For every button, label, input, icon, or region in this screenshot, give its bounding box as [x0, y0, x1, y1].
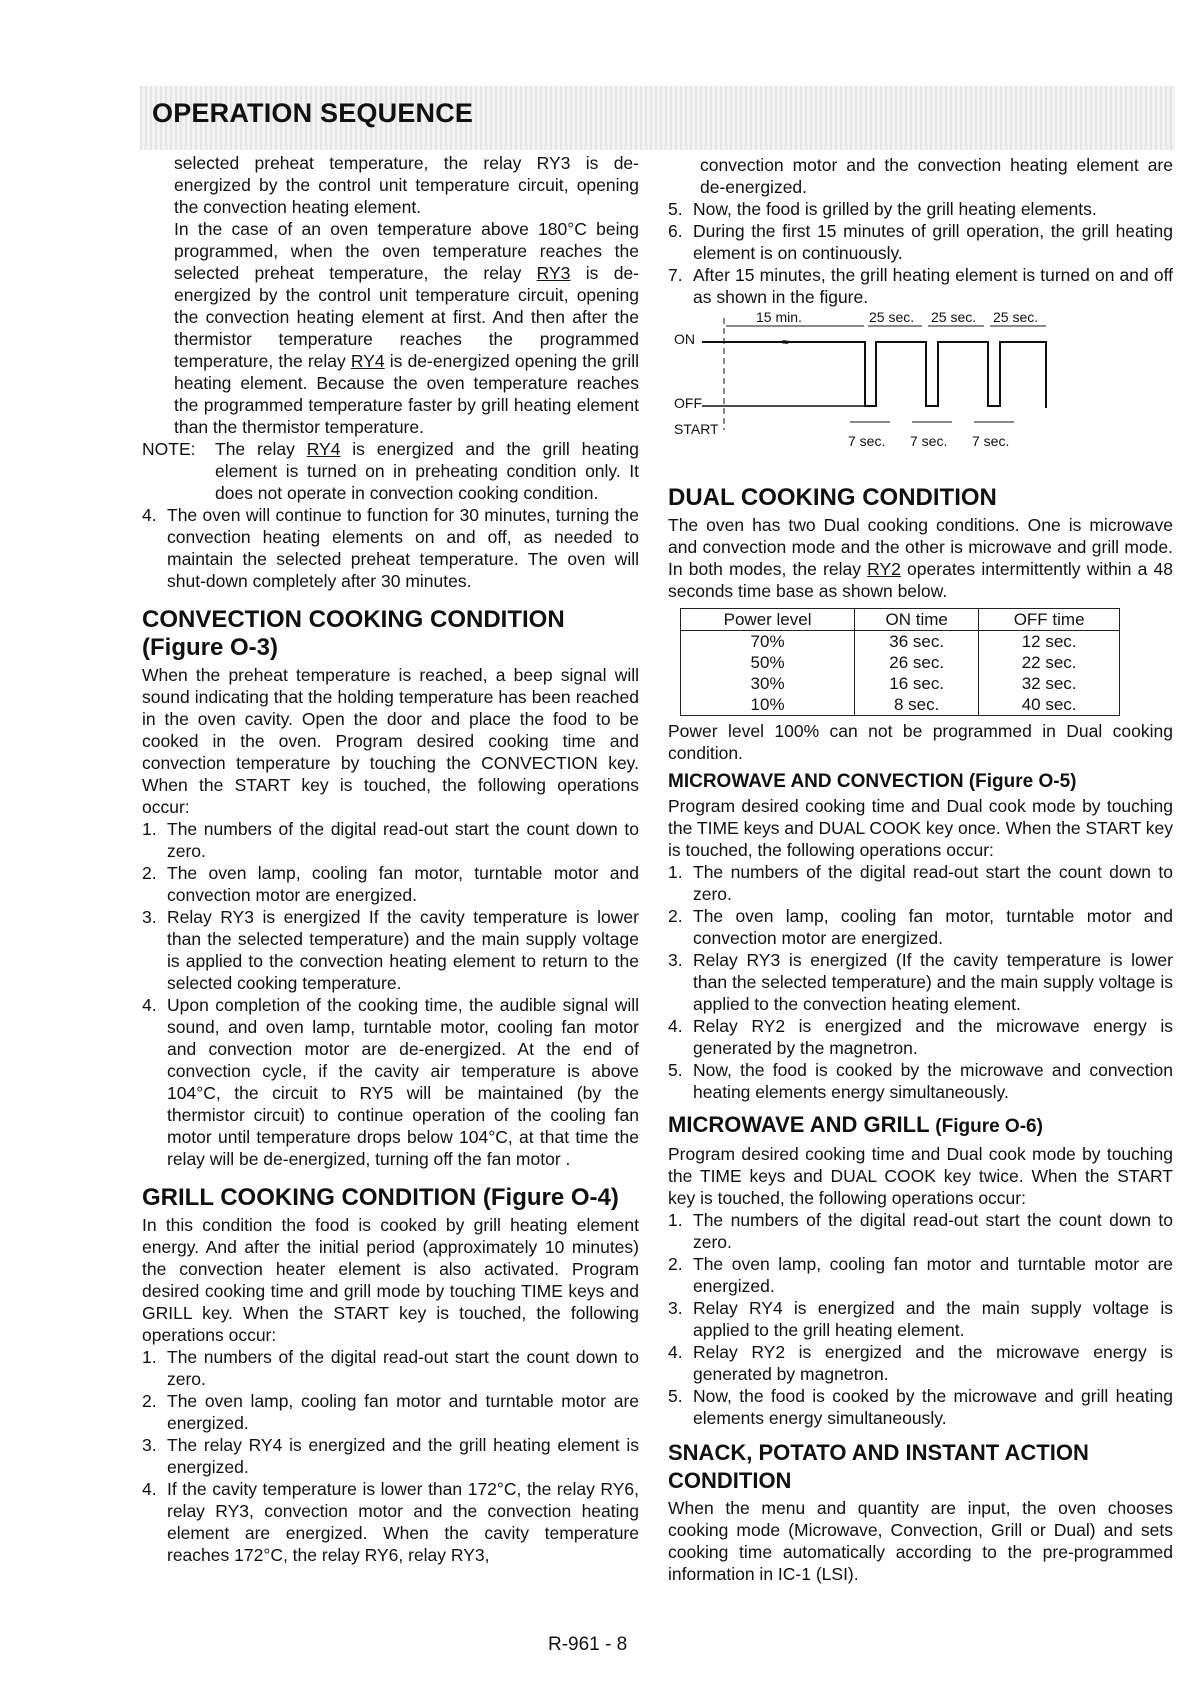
break-mark: ≈ — [782, 335, 789, 349]
table-row: 10% 8 sec. 40 sec. — [681, 694, 1120, 716]
paragraph: In this condition the food is cooked by grill heating element energy. And after the initial period (approximately 10 minutes) the convection heater element is also activated. Program desired cooking time and grill mode by touching TIME keys and GRILL key. When the START key is touched, the following operations occur: — [142, 1215, 639, 1345]
label-25sec: 25 sec. — [993, 310, 1039, 325]
paragraph: When the preheat temperature is reached, a beep signal will sound indicating that the holding temperature has been reached in the oven cavity. Open the door and place the food to be cooked in the oven. Program desired cooking time and convection temperature by touching the CONVECTION key. When the START key is touched, the following operations occur: — [142, 665, 639, 817]
list-item: 2. The oven lamp, cooling fan motor, turntable motor and convection motor are energized. — [142, 863, 639, 905]
label-7sec: 7 sec. — [910, 433, 948, 449]
label-start: START — [674, 421, 719, 437]
table-header-row — [681, 609, 1120, 631]
list-item: 4. Relay RY2 is energized and the microwave energy is generated by magnetron. — [668, 1342, 1173, 1384]
paragraph: In the case of an oven temperature above 180°C being programmed, when the oven temperature reaches the selected preheat temperature, the relay RY3 is de-energized by the control unit temperature circuit, opening the convection heating element at first. And then after the thermistor temperature reaches the programmed temperature, the relay RY4 is de-energized opening the grill heating element. Because the oven temperature reaches the programmed temperature faster by grill heating element than the thermistor temperature. — [174, 219, 639, 437]
paragraph: Power level 100% can not be programmed in Dual cooking condition. — [668, 721, 1173, 763]
list-item: 4. Upon completion of the cooking time, the audible signal will sound, and oven lamp, turntable motor, cooling fan motor and convection motor are de-energized. At the end of convection cycle, if the cavity air temperature is above 104°C, the circuit to RY5 will be maintained (by the thermistor circuit) to continue operation of the cooling fan motor until temperature drops below 104°C, at that time the relay will be de-energized, turning off the fan motor . — [142, 995, 639, 1169]
section-heading-mw-conv: MICROWAVE AND CONVECTION (Figure O-5) — [668, 771, 1077, 792]
list-item: 3. Relay RY4 is energized and the main supply voltage is applied to the grill heating element. — [668, 1298, 1173, 1340]
list-item: 5. Now, the food is cooked by the microwave and convection heating elements energy simultaneously. — [668, 1060, 1173, 1102]
list-item: 6. During the first 15 minutes of grill operation, the grill heating element is on continuously. — [668, 221, 1173, 263]
label-off: OFF — [674, 395, 702, 411]
list-item: 2. The oven lamp, cooling fan motor and turntable motor are energized. — [142, 1391, 639, 1433]
list-item: 3. Relay RY3 is energized If the cavity temperature is lower than the selected temperature) and the main supply voltage is applied to the convection heating element to return to the selected cooking temperature. — [142, 907, 639, 993]
paragraph: When the menu and quantity are input, the oven chooses cooking mode (Microwave, Convection, Grill or Dual) and sets cooking time automatically according to the pre-programmed information in IC-1 (LSI). — [668, 1498, 1173, 1584]
table-header: Power level — [681, 609, 855, 631]
list-item: 5. Now, the food is grilled by the grill heating elements. — [668, 199, 1097, 219]
list-item: 2. The oven lamp, cooling fan motor and turntable motor are energized. — [668, 1254, 1173, 1296]
page-title: OPERATION SEQUENCE — [152, 98, 474, 128]
paragraph: Program desired cooking time and Dual cook mode by touching the TIME keys and DUAL COOK key twice. When the START key is touched, the following operations occur: — [668, 1144, 1173, 1208]
left-column — [142, 152, 639, 1566]
list-item: 7. After 15 minutes, the grill heating element is turned on and off as shown in the figure. — [668, 265, 1173, 307]
table-header: OFF time — [979, 609, 1120, 631]
list-item: 1. The numbers of the digital read-out start the count down to zero. — [142, 819, 639, 861]
section-heading-convection: CONVECTION COOKING CONDITION (Figure O-3) — [142, 606, 565, 661]
table-row: 70% 36 sec. 12 sec. — [681, 631, 1120, 653]
page-footer: R-961 - 8 — [548, 1634, 628, 1655]
paragraph: convection motor and the convection heating element are de-energized. — [700, 155, 1173, 197]
list-item: 3. Relay RY3 is energized (If the cavity temperature is lower than the selected temperature) and the main supply voltage is applied to the convection heating element. — [668, 950, 1173, 1014]
note-label: NOTE: — [142, 439, 196, 459]
list-item: 4. If the cavity temperature is lower than 172°C, the relay RY6, relay RY3, convection motor and the convection heating element are energized. When the cavity temperature reaches 172°C, the relay RY6, relay RY3, — [142, 1479, 639, 1565]
grill-on-off-waveform — [702, 342, 1046, 408]
label-7sec: 7 sec. — [848, 433, 886, 449]
paragraph: selected preheat temperature, the relay RY3 is de-energized by the control unit temperature circuit, opening the convection heating element. — [174, 153, 639, 217]
list-item: 1. The numbers of the digital read-out start the count down to zero. — [668, 862, 1173, 904]
list-item: 1. The numbers of the digital read-out start the count down to zero. — [668, 1210, 1173, 1252]
list-item: 5. Now, the food is cooked by the microwave and grill heating elements energy simultaneously. — [668, 1386, 1173, 1428]
list-item: 4. The oven will continue to function for 30 minutes, turning the convection heating elements on and off, as needed to maintain the selected preheat temperature. The oven will shut-down completely after 30 minutes. — [142, 505, 639, 591]
label-7sec: 7 sec. — [972, 433, 1010, 449]
list-item: 3. The relay RY4 is energized and the grill heating element is energized. — [142, 1435, 639, 1477]
label-on: ON — [674, 331, 695, 347]
table-header: ON time — [855, 609, 979, 631]
table-row: 50% 26 sec. 22 sec. — [681, 652, 1120, 673]
label-15min: 15 min. — [756, 310, 802, 325]
note-text: The relay RY4 is energized and the grill heating element is turned on in preheating condition only. It does not operate in convection cooking condition. — [215, 439, 639, 503]
note — [142, 438, 639, 504]
list-item: 1. The numbers of the digital read-out start the count down to zero. — [142, 1347, 639, 1389]
list-item: 2. The oven lamp, cooling fan motor, turntable motor and convection motor are energized. — [668, 906, 1173, 948]
label-25sec: 25 sec. — [931, 310, 977, 325]
paragraph: Program desired cooking time and Dual cook mode by touching the TIME keys and DUAL COOK key once. When the START key is touched, the following operations occur: — [668, 796, 1173, 860]
right-column — [668, 154, 1173, 1585]
power-level-table — [680, 608, 1120, 716]
grill-timing-diagram — [668, 310, 1173, 470]
table-row: 30% 16 sec. 32 sec. — [681, 673, 1120, 694]
list-item: 4. Relay RY2 is energized and the microwave energy is generated by the magnetron. — [668, 1016, 1173, 1058]
section-heading-dual: DUAL COOKING CONDITION — [668, 484, 997, 511]
section-heading-mw-grill: MICROWAVE AND GRILL (Figure O-6) — [668, 1112, 1043, 1137]
paragraph: The oven has two Dual cooking conditions. One is microwave and convection mode and the other is microwave and grill mode. In both modes, the relay RY2 operates intermittently within a 48 seconds time base as shown below. — [668, 515, 1173, 601]
section-heading-snack: SNACK, POTATO AND INSTANT ACTION CONDITION — [668, 1440, 1089, 1493]
section-heading-grill: GRILL COOKING CONDITION (Figure O-4) — [142, 1184, 619, 1211]
label-25sec: 25 sec. — [869, 310, 915, 325]
